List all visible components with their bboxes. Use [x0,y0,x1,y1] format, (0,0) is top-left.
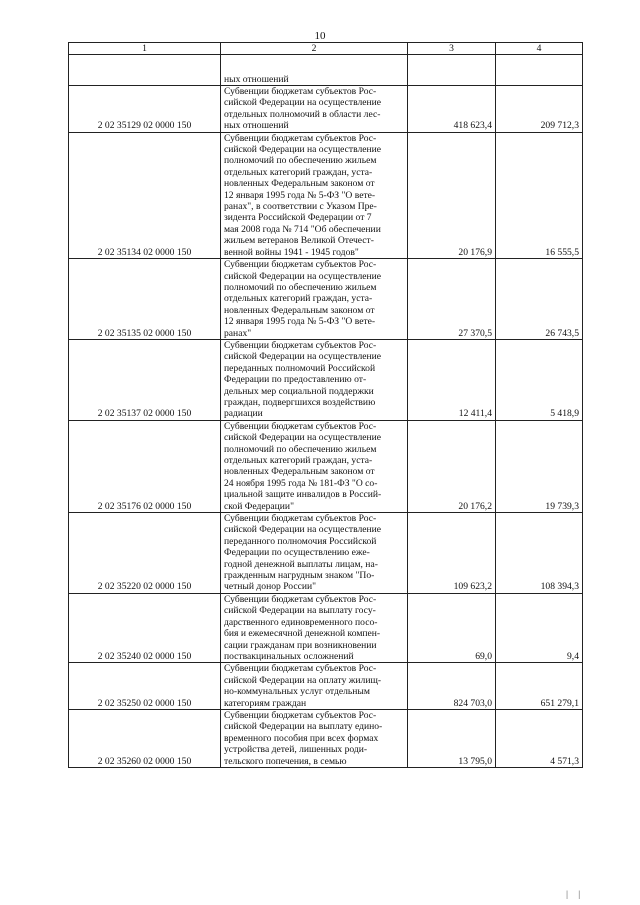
value-col3: 824 703,0 [408,663,496,710]
table-row [69,513,583,594]
table-row [69,259,583,340]
table-row [69,86,583,133]
column-header: 3 [408,43,496,55]
value-col4: 19 739,3 [496,420,583,512]
value-col3: 418 623,4 [408,86,496,133]
row-description: Субвенции бюджетам субъектов Рос- сийской Федерации на осуществление переданного полномочия Российской Федерации по осуществлению еже- годной денежной выплаты лицам, на- гражденным нагрудным знаком "По- четный донор России" [221,513,408,594]
scan-footer-mark: | | [566,889,584,899]
table-row [69,593,583,662]
budget-code: 2 02 35137 02 0000 150 [69,339,221,420]
value-col4: 651 279,1 [496,663,583,710]
value-col3: 69,0 [408,593,496,662]
value-col4: 5 418,9 [496,339,583,420]
value-col4: 4 571,3 [496,709,583,767]
budget-code: 2 02 35134 02 0000 150 [69,132,221,258]
page-number: 10 [314,30,326,42]
row-description: Субвенции бюджетам субъектов Рос- сийской Федерации на осуществление полномочий по обеспечению жильем отдельных категорий граждан, уста- новленных Федеральным законом от 24 ноября 1995 года № 181-ФЗ "О со- циальной защите инвалидов в Россий- ской Федерации" [221,420,408,512]
value-col3: 27 370,5 [408,259,496,340]
value-col4: 16 555,5 [496,132,583,258]
value-col4 [496,55,583,86]
value-col4: 209 712,3 [496,86,583,133]
row-description: Субвенции бюджетам субъектов Рос- сийской Федерации на осуществление отдельных полномочий в области лес- ных отношений [221,86,408,133]
value-col3: 109 623,2 [408,513,496,594]
budget-code: 2 02 35176 02 0000 150 [69,420,221,512]
row-description: Субвенции бюджетам субъектов Рос- сийской Федерации на осуществление полномочий по обеспечению жильем отдельных категорий граждан, уста- новленных Федеральным законом от 12 января 1995 года № 5-ФЗ "О вете- ранах" [221,259,408,340]
row-description: Субвенции бюджетам субъектов Рос- сийской Федерации на осуществление полномочий по обеспечению жильем отдельных категорий граждан, уста- новленных Федеральным законом от 12 января 1995 года № 5-ФЗ "О вете- ранах", в соответствии с Указом Пре- зидента Российской Федерации от 7 мая 2008 года № 714 "Об обеспечении жильем ветеранов Великой Отечест- венной войны 1941 - 1945 годов" [221,132,408,258]
column-header: 2 [221,43,408,55]
value-col3: 12 411,4 [408,339,496,420]
table-row [69,709,583,767]
table-row [69,339,583,420]
table-row [69,420,583,512]
budget-code: 2 02 35129 02 0000 150 [69,86,221,133]
value-col4: 26 743,5 [496,259,583,340]
row-description: Субвенции бюджетам субъектов Рос- сийской Федерации на оплату жилищ- но-коммунальных услуг отдельным категориям граждан [221,663,408,710]
budget-code: 2 02 35240 02 0000 150 [69,593,221,662]
column-header: 4 [496,43,583,55]
table-row [69,132,583,258]
row-description: Субвенции бюджетам субъектов Рос- сийской Федерации на осуществление переданных полномочий Российской Федерации по предоставлению от- дельных мер социальной поддержки граждан, подвергшихся воздействию радиации [221,339,408,420]
table-row [69,663,583,710]
value-col4: 9,4 [496,593,583,662]
budget-code: 2 02 35250 02 0000 150 [69,663,221,710]
budget-code: 2 02 35220 02 0000 150 [69,513,221,594]
budget-table [68,42,583,768]
budget-code: 2 02 35260 02 0000 150 [69,709,221,767]
column-number-row [69,43,583,55]
value-col3: 20 176,2 [408,420,496,512]
budget-code [69,55,221,86]
column-header: 1 [69,43,221,55]
budget-code: 2 02 35135 02 0000 150 [69,259,221,340]
row-description: Субвенции бюджетам субъектов Рос- сийской Федерации на выплату едино- временного пособия при всех формах устройства детей, лишенных роди- тельского попечения, в семью [221,709,408,767]
value-col3: 13 795,0 [408,709,496,767]
value-col4: 108 394,3 [496,513,583,594]
row-description: Субвенции бюджетам субъектов Рос- сийской Федерации на выплату госу- дарственного единовременного посо- бия и ежемесячной денежной компен- сации гражданам при возникновении поствакцинальных осложнений [221,593,408,662]
value-col3: 20 176,9 [408,132,496,258]
table-row-continuation [69,55,583,86]
value-col3 [408,55,496,86]
row-description: ных отношений [221,55,408,86]
